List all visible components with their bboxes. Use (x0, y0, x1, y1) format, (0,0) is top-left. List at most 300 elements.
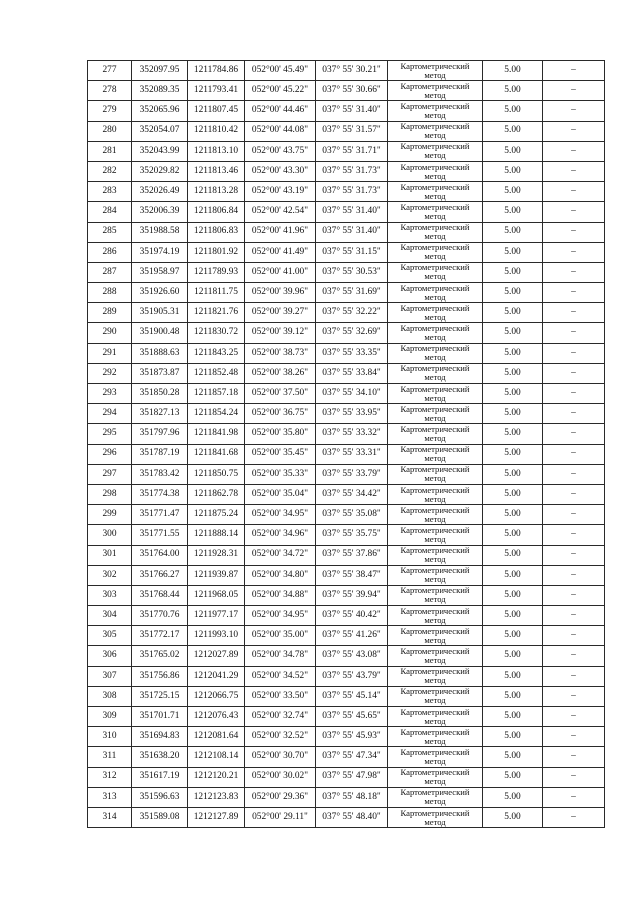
x-coordinate-cell: 351771.55 (132, 525, 188, 545)
method-line-1: Картометрический (400, 585, 470, 596)
latitude-cell: 052°00' 35.00" (245, 626, 316, 646)
method-line-2: метод (424, 473, 446, 484)
table-row (88, 707, 605, 727)
table-row (88, 484, 605, 504)
y-coordinate-cell: 1211813.28 (188, 182, 245, 202)
x-coordinate-cell: 351638.20 (132, 747, 188, 767)
table-row (88, 787, 605, 807)
point-number-cell: 291 (88, 343, 132, 363)
longitude-cell: 037° 55' 33.84" (316, 363, 388, 383)
x-coordinate-cell: 352043.99 (132, 141, 188, 161)
x-coordinate-cell: 352097.95 (132, 61, 188, 81)
method-cell (388, 565, 483, 585)
y-coordinate-cell: 1211813.10 (188, 141, 245, 161)
accuracy-cell: 5.00 (483, 424, 543, 444)
method-line-1: Картометрический (400, 262, 470, 273)
method-cell (388, 222, 483, 242)
point-number-cell: 297 (88, 464, 132, 484)
longitude-cell: 037° 55' 37.86" (316, 545, 388, 565)
x-coordinate-cell: 351850.28 (132, 384, 188, 404)
y-coordinate-cell: 1211977.17 (188, 606, 245, 626)
latitude-cell: 052°00' 39.12" (245, 323, 316, 343)
point-number-cell: 298 (88, 484, 132, 504)
y-coordinate-cell: 1211857.18 (188, 384, 245, 404)
method-line-1: Картометрический (400, 767, 470, 778)
method-line-1: Картометрический (400, 545, 470, 556)
method-cell (388, 262, 483, 282)
point-number-cell: 311 (88, 747, 132, 767)
accuracy-cell: 5.00 (483, 767, 543, 787)
accuracy-cell: 5.00 (483, 787, 543, 807)
method-cell (388, 61, 483, 81)
method-line-1: Картометрический (400, 484, 470, 495)
note-cell: – (543, 343, 605, 363)
x-coordinate-cell: 352006.39 (132, 202, 188, 222)
point-number-cell: 296 (88, 444, 132, 464)
longitude-cell: 037° 55' 31.15" (316, 242, 388, 262)
note-cell: – (543, 363, 605, 383)
method-cell (388, 363, 483, 383)
method-line-2: метод (424, 755, 446, 766)
longitude-cell: 037° 55' 31.40" (316, 101, 388, 121)
accuracy-cell: 5.00 (483, 565, 543, 585)
point-number-cell: 300 (88, 525, 132, 545)
longitude-cell: 037° 55' 33.35" (316, 343, 388, 363)
y-coordinate-cell: 1211807.45 (188, 101, 245, 121)
method-line-2: метод (424, 332, 446, 343)
table-row (88, 585, 605, 605)
point-number-cell: 286 (88, 242, 132, 262)
latitude-cell: 052°00' 32.52" (245, 727, 316, 747)
method-cell (388, 444, 483, 464)
longitude-cell: 037° 55' 33.79" (316, 464, 388, 484)
method-cell (388, 384, 483, 404)
note-cell: – (543, 262, 605, 282)
method-cell (388, 686, 483, 706)
note-cell: – (543, 747, 605, 767)
method-line-2: метод (424, 170, 446, 181)
table-row (88, 343, 605, 363)
longitude-cell: 037° 55' 45.14" (316, 686, 388, 706)
accuracy-cell: 5.00 (483, 444, 543, 464)
note-cell: – (543, 404, 605, 424)
latitude-cell: 052°00' 35.80" (245, 424, 316, 444)
method-cell (388, 101, 483, 121)
accuracy-cell: 5.00 (483, 686, 543, 706)
latitude-cell: 052°00' 30.70" (245, 747, 316, 767)
longitude-cell: 037° 55' 33.95" (316, 404, 388, 424)
method-cell (388, 727, 483, 747)
y-coordinate-cell: 1211801.92 (188, 242, 245, 262)
note-cell: – (543, 61, 605, 81)
accuracy-cell: 5.00 (483, 707, 543, 727)
y-coordinate-cell: 1211813.46 (188, 161, 245, 181)
longitude-cell: 037° 55' 30.66" (316, 81, 388, 101)
note-cell: – (543, 303, 605, 323)
accuracy-cell: 5.00 (483, 363, 543, 383)
latitude-cell: 052°00' 42.54" (245, 202, 316, 222)
x-coordinate-cell: 351768.44 (132, 585, 188, 605)
note-cell: – (543, 707, 605, 727)
note-cell: – (543, 626, 605, 646)
table-row (88, 807, 605, 827)
longitude-cell: 037° 55' 31.71" (316, 141, 388, 161)
y-coordinate-cell: 1211810.42 (188, 121, 245, 141)
method-line-1: Картометрический (400, 787, 470, 798)
table-row (88, 202, 605, 222)
note-cell: – (543, 565, 605, 585)
x-coordinate-cell: 351797.96 (132, 424, 188, 444)
y-coordinate-cell: 1211789.93 (188, 262, 245, 282)
latitude-cell: 052°00' 34.52" (245, 666, 316, 686)
point-number-cell: 293 (88, 384, 132, 404)
method-line-2: метод (424, 634, 446, 645)
table-row (88, 182, 605, 202)
point-number-cell: 305 (88, 626, 132, 646)
accuracy-cell: 5.00 (483, 747, 543, 767)
x-coordinate-cell: 351701.71 (132, 707, 188, 727)
method-line-1: Картометрический (400, 423, 470, 434)
method-cell (388, 182, 483, 202)
y-coordinate-cell: 1211854.24 (188, 404, 245, 424)
y-coordinate-cell: 1211793.41 (188, 81, 245, 101)
method-cell (388, 323, 483, 343)
accuracy-cell: 5.00 (483, 323, 543, 343)
note-cell: – (543, 727, 605, 747)
latitude-cell: 052°00' 35.33" (245, 464, 316, 484)
y-coordinate-cell: 1211939.87 (188, 565, 245, 585)
longitude-cell: 037° 55' 39.94" (316, 585, 388, 605)
table-row (88, 141, 605, 161)
method-line-1: Картометрический (400, 686, 470, 697)
method-line-2: метод (424, 554, 446, 565)
longitude-cell: 037° 55' 45.93" (316, 727, 388, 747)
method-line-1: Картометрический (400, 141, 470, 152)
method-line-2: метод (424, 412, 446, 423)
longitude-cell: 037° 55' 32.69" (316, 323, 388, 343)
method-cell (388, 767, 483, 787)
accuracy-cell: 5.00 (483, 626, 543, 646)
method-line-2: метод (424, 735, 446, 746)
point-number-cell: 290 (88, 323, 132, 343)
accuracy-cell: 5.00 (483, 182, 543, 202)
x-coordinate-cell: 351958.97 (132, 262, 188, 282)
point-number-cell: 306 (88, 646, 132, 666)
accuracy-cell: 5.00 (483, 222, 543, 242)
longitude-cell: 037° 55' 41.26" (316, 626, 388, 646)
table-row (88, 565, 605, 585)
method-cell (388, 161, 483, 181)
x-coordinate-cell: 352089.35 (132, 81, 188, 101)
y-coordinate-cell: 1211888.14 (188, 525, 245, 545)
accuracy-cell: 5.00 (483, 404, 543, 424)
note-cell: – (543, 606, 605, 626)
method-line-1: Картометрический (400, 100, 470, 111)
accuracy-cell: 5.00 (483, 646, 543, 666)
accuracy-cell: 5.00 (483, 303, 543, 323)
method-line-2: метод (424, 432, 446, 443)
method-line-2: метод (424, 695, 446, 706)
longitude-cell: 037° 55' 33.32" (316, 424, 388, 444)
latitude-cell: 052°00' 39.27" (245, 303, 316, 323)
method-line-1: Картометрический (400, 666, 470, 677)
method-line-1: Картометрический (400, 242, 470, 253)
note-cell: – (543, 141, 605, 161)
y-coordinate-cell: 1211806.83 (188, 222, 245, 242)
method-line-1: Картометрический (400, 201, 470, 212)
latitude-cell: 052°00' 38.73" (245, 343, 316, 363)
x-coordinate-cell: 352029.82 (132, 161, 188, 181)
x-coordinate-cell: 351765.02 (132, 646, 188, 666)
point-number-cell: 287 (88, 262, 132, 282)
x-coordinate-cell: 351988.58 (132, 222, 188, 242)
method-cell (388, 424, 483, 444)
y-coordinate-cell: 1211993.10 (188, 626, 245, 646)
accuracy-cell: 5.00 (483, 484, 543, 504)
method-line-2: метод (424, 574, 446, 585)
point-number-cell: 295 (88, 424, 132, 444)
method-line-2: метод (424, 513, 446, 524)
x-coordinate-cell: 351787.19 (132, 444, 188, 464)
point-number-cell: 281 (88, 141, 132, 161)
accuracy-cell: 5.00 (483, 141, 543, 161)
accuracy-cell: 5.00 (483, 101, 543, 121)
method-cell (388, 484, 483, 504)
note-cell: – (543, 484, 605, 504)
method-cell (388, 141, 483, 161)
longitude-cell: 037° 55' 47.34" (316, 747, 388, 767)
accuracy-cell: 5.00 (483, 384, 543, 404)
note-cell: – (543, 323, 605, 343)
method-line-1: Картометрический (400, 282, 470, 293)
x-coordinate-cell: 351771.47 (132, 505, 188, 525)
point-number-cell: 312 (88, 767, 132, 787)
point-number-cell: 301 (88, 545, 132, 565)
method-line-1: Картометрический (400, 161, 470, 172)
table-row (88, 222, 605, 242)
method-line-1: Картометрический (400, 121, 470, 132)
x-coordinate-cell: 352026.49 (132, 182, 188, 202)
note-cell: – (543, 242, 605, 262)
accuracy-cell: 5.00 (483, 61, 543, 81)
x-coordinate-cell: 351725.15 (132, 686, 188, 706)
method-cell (388, 283, 483, 303)
longitude-cell: 037° 55' 31.69" (316, 283, 388, 303)
method-line-2: метод (424, 130, 446, 141)
y-coordinate-cell: 1212081.64 (188, 727, 245, 747)
point-number-cell: 310 (88, 727, 132, 747)
method-line-1: Картометрический (400, 706, 470, 717)
method-line-2: метод (424, 675, 446, 686)
x-coordinate-cell: 351589.08 (132, 807, 188, 827)
method-line-2: метод (424, 89, 446, 100)
method-line-2: метод (424, 533, 446, 544)
accuracy-cell: 5.00 (483, 525, 543, 545)
y-coordinate-cell: 1211875.24 (188, 505, 245, 525)
point-number-cell: 299 (88, 505, 132, 525)
y-coordinate-cell: 1211928.31 (188, 545, 245, 565)
method-line-2: метод (424, 796, 446, 807)
accuracy-cell: 5.00 (483, 545, 543, 565)
method-line-1: Картометрический (400, 343, 470, 354)
note-cell: – (543, 182, 605, 202)
longitude-cell: 037° 55' 31.73" (316, 161, 388, 181)
method-cell (388, 787, 483, 807)
point-number-cell: 277 (88, 61, 132, 81)
longitude-cell: 037° 55' 48.40" (316, 807, 388, 827)
y-coordinate-cell: 1211862.78 (188, 484, 245, 504)
x-coordinate-cell: 351900.48 (132, 323, 188, 343)
table-row (88, 525, 605, 545)
method-cell (388, 707, 483, 727)
latitude-cell: 052°00' 29.36" (245, 787, 316, 807)
method-line-1: Картометрический (400, 565, 470, 576)
table-row (88, 161, 605, 181)
accuracy-cell: 5.00 (483, 606, 543, 626)
method-line-1: Картометрический (400, 403, 470, 414)
latitude-cell: 052°00' 39.96" (245, 283, 316, 303)
method-line-2: метод (424, 392, 446, 403)
method-line-1: Картометрический (400, 726, 470, 737)
method-cell (388, 505, 483, 525)
note-cell: – (543, 101, 605, 121)
method-line-2: метод (424, 109, 446, 120)
latitude-cell: 052°00' 34.95" (245, 505, 316, 525)
method-line-1: Картометрический (400, 646, 470, 657)
point-number-cell: 285 (88, 222, 132, 242)
longitude-cell: 037° 55' 35.75" (316, 525, 388, 545)
y-coordinate-cell: 1212076.43 (188, 707, 245, 727)
latitude-cell: 052°00' 37.50" (245, 384, 316, 404)
longitude-cell: 037° 55' 35.08" (316, 505, 388, 525)
method-line-2: метод (424, 816, 446, 827)
x-coordinate-cell: 352054.07 (132, 121, 188, 141)
latitude-cell: 052°00' 38.26" (245, 363, 316, 383)
method-line-2: метод (424, 776, 446, 787)
y-coordinate-cell: 1211841.98 (188, 424, 245, 444)
longitude-cell: 037° 55' 33.31" (316, 444, 388, 464)
method-cell (388, 303, 483, 323)
y-coordinate-cell: 1211968.05 (188, 585, 245, 605)
longitude-cell: 037° 55' 48.18" (316, 787, 388, 807)
note-cell: – (543, 686, 605, 706)
note-cell: – (543, 807, 605, 827)
y-coordinate-cell: 1211811.75 (188, 283, 245, 303)
point-number-cell: 307 (88, 666, 132, 686)
accuracy-cell: 5.00 (483, 807, 543, 827)
method-cell (388, 525, 483, 545)
table-row (88, 303, 605, 323)
longitude-cell: 037° 55' 45.65" (316, 707, 388, 727)
latitude-cell: 052°00' 34.88" (245, 585, 316, 605)
latitude-cell: 052°00' 44.46" (245, 101, 316, 121)
latitude-cell: 052°00' 33.50" (245, 686, 316, 706)
y-coordinate-cell: 1212041.29 (188, 666, 245, 686)
note-cell: – (543, 666, 605, 686)
method-line-2: метод (424, 231, 446, 242)
method-cell (388, 242, 483, 262)
point-number-cell: 283 (88, 182, 132, 202)
method-line-2: метод (424, 210, 446, 221)
longitude-cell: 037° 55' 31.73" (316, 182, 388, 202)
latitude-cell: 052°00' 43.75" (245, 141, 316, 161)
note-cell: – (543, 161, 605, 181)
latitude-cell: 052°00' 43.19" (245, 182, 316, 202)
accuracy-cell: 5.00 (483, 242, 543, 262)
method-line-2: метод (424, 715, 446, 726)
x-coordinate-cell: 351766.27 (132, 565, 188, 585)
latitude-cell: 052°00' 34.80" (245, 565, 316, 585)
method-cell (388, 545, 483, 565)
method-line-1: Картометрический (400, 60, 470, 71)
accuracy-cell: 5.00 (483, 666, 543, 686)
method-line-2: метод (424, 150, 446, 161)
method-line-1: Картометрический (400, 464, 470, 475)
table-row (88, 545, 605, 565)
latitude-cell: 052°00' 41.96" (245, 222, 316, 242)
method-line-1: Картометрический (400, 363, 470, 374)
method-line-2: метод (424, 190, 446, 201)
point-number-cell: 313 (88, 787, 132, 807)
table-row (88, 606, 605, 626)
x-coordinate-cell: 351596.63 (132, 787, 188, 807)
method-cell (388, 404, 483, 424)
longitude-cell: 037° 55' 31.40" (316, 202, 388, 222)
note-cell: – (543, 444, 605, 464)
latitude-cell: 052°00' 32.74" (245, 707, 316, 727)
x-coordinate-cell: 351756.86 (132, 666, 188, 686)
method-line-1: Картометрический (400, 302, 470, 313)
method-cell (388, 464, 483, 484)
point-number-cell: 292 (88, 363, 132, 383)
method-cell (388, 646, 483, 666)
table-row (88, 424, 605, 444)
point-number-cell: 308 (88, 686, 132, 706)
method-line-1: Картометрический (400, 383, 470, 394)
table-row (88, 283, 605, 303)
table-row (88, 686, 605, 706)
table-row (88, 767, 605, 787)
accuracy-cell: 5.00 (483, 727, 543, 747)
accuracy-cell: 5.00 (483, 343, 543, 363)
method-line-1: Картометрический (400, 323, 470, 334)
table-row (88, 666, 605, 686)
latitude-cell: 052°00' 36.75" (245, 404, 316, 424)
longitude-cell: 037° 55' 38.47" (316, 565, 388, 585)
method-line-1: Картометрический (400, 444, 470, 455)
longitude-cell: 037° 55' 30.53" (316, 262, 388, 282)
x-coordinate-cell: 351694.83 (132, 727, 188, 747)
point-number-cell: 309 (88, 707, 132, 727)
longitude-cell: 037° 55' 31.57" (316, 121, 388, 141)
method-line-1: Картометрический (400, 181, 470, 192)
method-cell (388, 666, 483, 686)
method-line-1: Картометрический (400, 524, 470, 535)
method-cell (388, 202, 483, 222)
accuracy-cell: 5.00 (483, 161, 543, 181)
table-row (88, 464, 605, 484)
method-line-1: Картометрический (400, 605, 470, 616)
method-line-1: Картометрический (400, 222, 470, 233)
table-row (88, 323, 605, 343)
longitude-cell: 037° 55' 43.08" (316, 646, 388, 666)
note-cell: – (543, 464, 605, 484)
table-row (88, 242, 605, 262)
method-line-2: метод (424, 493, 446, 504)
table-row (88, 384, 605, 404)
method-line-1: Картометрический (400, 504, 470, 515)
note-cell: – (543, 585, 605, 605)
